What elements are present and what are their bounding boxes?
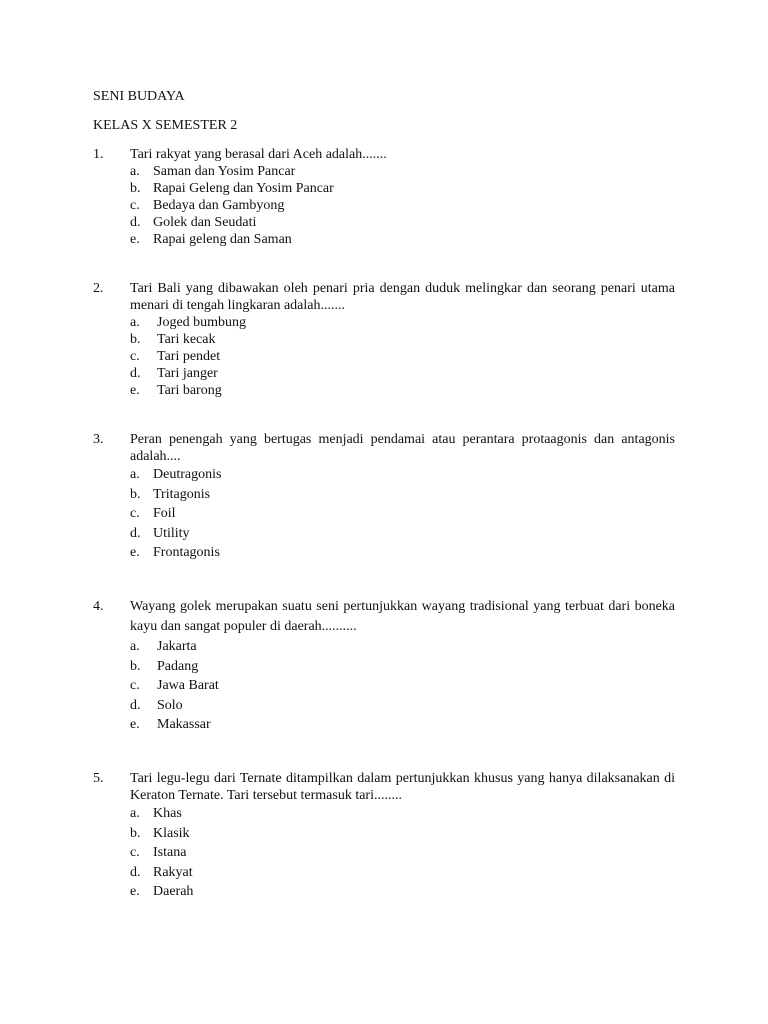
question-text: Tari legu-legu dari Ternate ditampilkan dalam pertunjukkan khusus yang hanya dilaksanakan di Keraton Ternate. Tari tersebut termasuk tari........ [130,771,675,803]
option-e [130,882,675,902]
question-number: 2. [93,281,104,296]
option-text: Daerah [153,884,194,899]
option-letter: b. [130,181,141,196]
option-list [130,314,675,399]
option-text: Khas [153,806,182,821]
question-text: Tari Bali yang dibawakan oleh penari pria dengan duduk melingkar dan seorang penari utama menari di tengah lingkaran adalah....... [130,281,675,313]
option-a [130,465,675,485]
option-c [130,348,675,365]
option-d [130,863,675,883]
option-text: Saman dan Yosim Pancar [153,164,296,179]
option-list [130,465,675,563]
option-text: Tari barong [157,383,222,398]
option-list [130,637,675,735]
option-text: Bedaya dan Gambyong [153,198,285,213]
question-3 [93,431,675,563]
question-number: 5. [93,771,104,786]
option-letter: c. [130,349,140,364]
option-d [130,365,675,382]
option-text: Rapai geleng dan Saman [153,232,292,247]
option-text: Rakyat [153,864,193,880]
subject-title: SENI BUDAYA [93,89,185,104]
option-text: Deutragonis [153,467,222,482]
option-text: Makassar [157,717,211,732]
option-c [130,197,675,214]
option-text: Utility [153,525,190,541]
option-letter: c. [130,845,140,860]
option-text: Tari pendet [157,349,221,364]
option-list [130,163,675,248]
option-e [130,382,675,399]
option-letter: c. [130,678,140,693]
option-c [130,676,675,696]
option-letter: c. [130,198,140,213]
option-text: Padang [157,658,199,674]
option-letter: e. [130,383,140,398]
option-letter: a. [130,806,140,821]
question-2 [93,280,675,399]
option-b [130,331,675,348]
option-letter: d. [130,864,141,880]
option-b [130,180,675,197]
option-text: Golek dan Seudati [153,215,257,230]
question-text: Wayang golek merupakan suatu seni pertunjukkan wayang tradisional yang terbuat dari boneka kayu dan sangat populer di daerah.......... [130,599,675,634]
option-letter: b. [130,486,141,502]
option-b [130,824,675,844]
option-letter: b. [130,658,141,674]
option-text: Joged bumbung [157,315,247,330]
question-number: 4. [93,599,104,614]
option-letter: d. [130,525,141,541]
option-text: Solo [157,697,183,713]
option-d [130,524,675,544]
option-text: Tritagonis [153,486,211,502]
option-a [130,804,675,824]
option-b [130,485,675,505]
question-5 [93,770,675,902]
option-d [130,696,675,716]
option-letter: e. [130,717,140,732]
option-letter: e. [130,232,140,247]
question-1 [93,146,675,248]
option-text: Rapai Geleng dan Yosim Pancar [153,181,334,196]
option-a [130,637,675,657]
option-text: Frontagonis [153,545,220,560]
option-text: Jawa Barat [157,678,219,693]
option-a [130,163,675,180]
question-4 [93,597,675,735]
option-text: Istana [153,845,187,860]
option-letter: d. [130,215,141,230]
option-text: Klasik [153,825,190,841]
option-letter: c. [130,506,140,521]
option-e [130,231,675,248]
question-text: Peran penengah yang bertugas menjadi pendamai atau perantara protaagonis dan antagonis adalah.... [130,432,675,464]
option-text: Jakarta [157,639,197,654]
option-letter: a. [130,164,140,179]
option-letter: a. [130,639,140,654]
option-b [130,657,675,677]
question-number: 3. [93,432,104,447]
option-c [130,504,675,524]
option-e [130,543,675,563]
option-a [130,314,675,331]
option-letter: d. [130,366,141,381]
option-letter: b. [130,825,141,841]
option-letter: e. [130,884,140,899]
option-list [130,804,675,902]
option-c [130,843,675,863]
option-letter: a. [130,467,140,482]
option-letter: a. [130,315,140,330]
option-text: Tari janger [157,366,218,381]
option-d [130,214,675,231]
question-number: 1. [93,147,104,162]
option-letter: e. [130,545,140,560]
option-letter: b. [130,332,141,347]
option-e [130,715,675,735]
option-text: Tari kecak [157,332,216,347]
option-letter: d. [130,697,141,713]
question-text: Tari rakyat yang berasal dari Aceh adalah....... [130,147,387,162]
option-text: Foil [153,506,176,521]
class-info: KELAS X SEMESTER 2 [93,118,238,133]
